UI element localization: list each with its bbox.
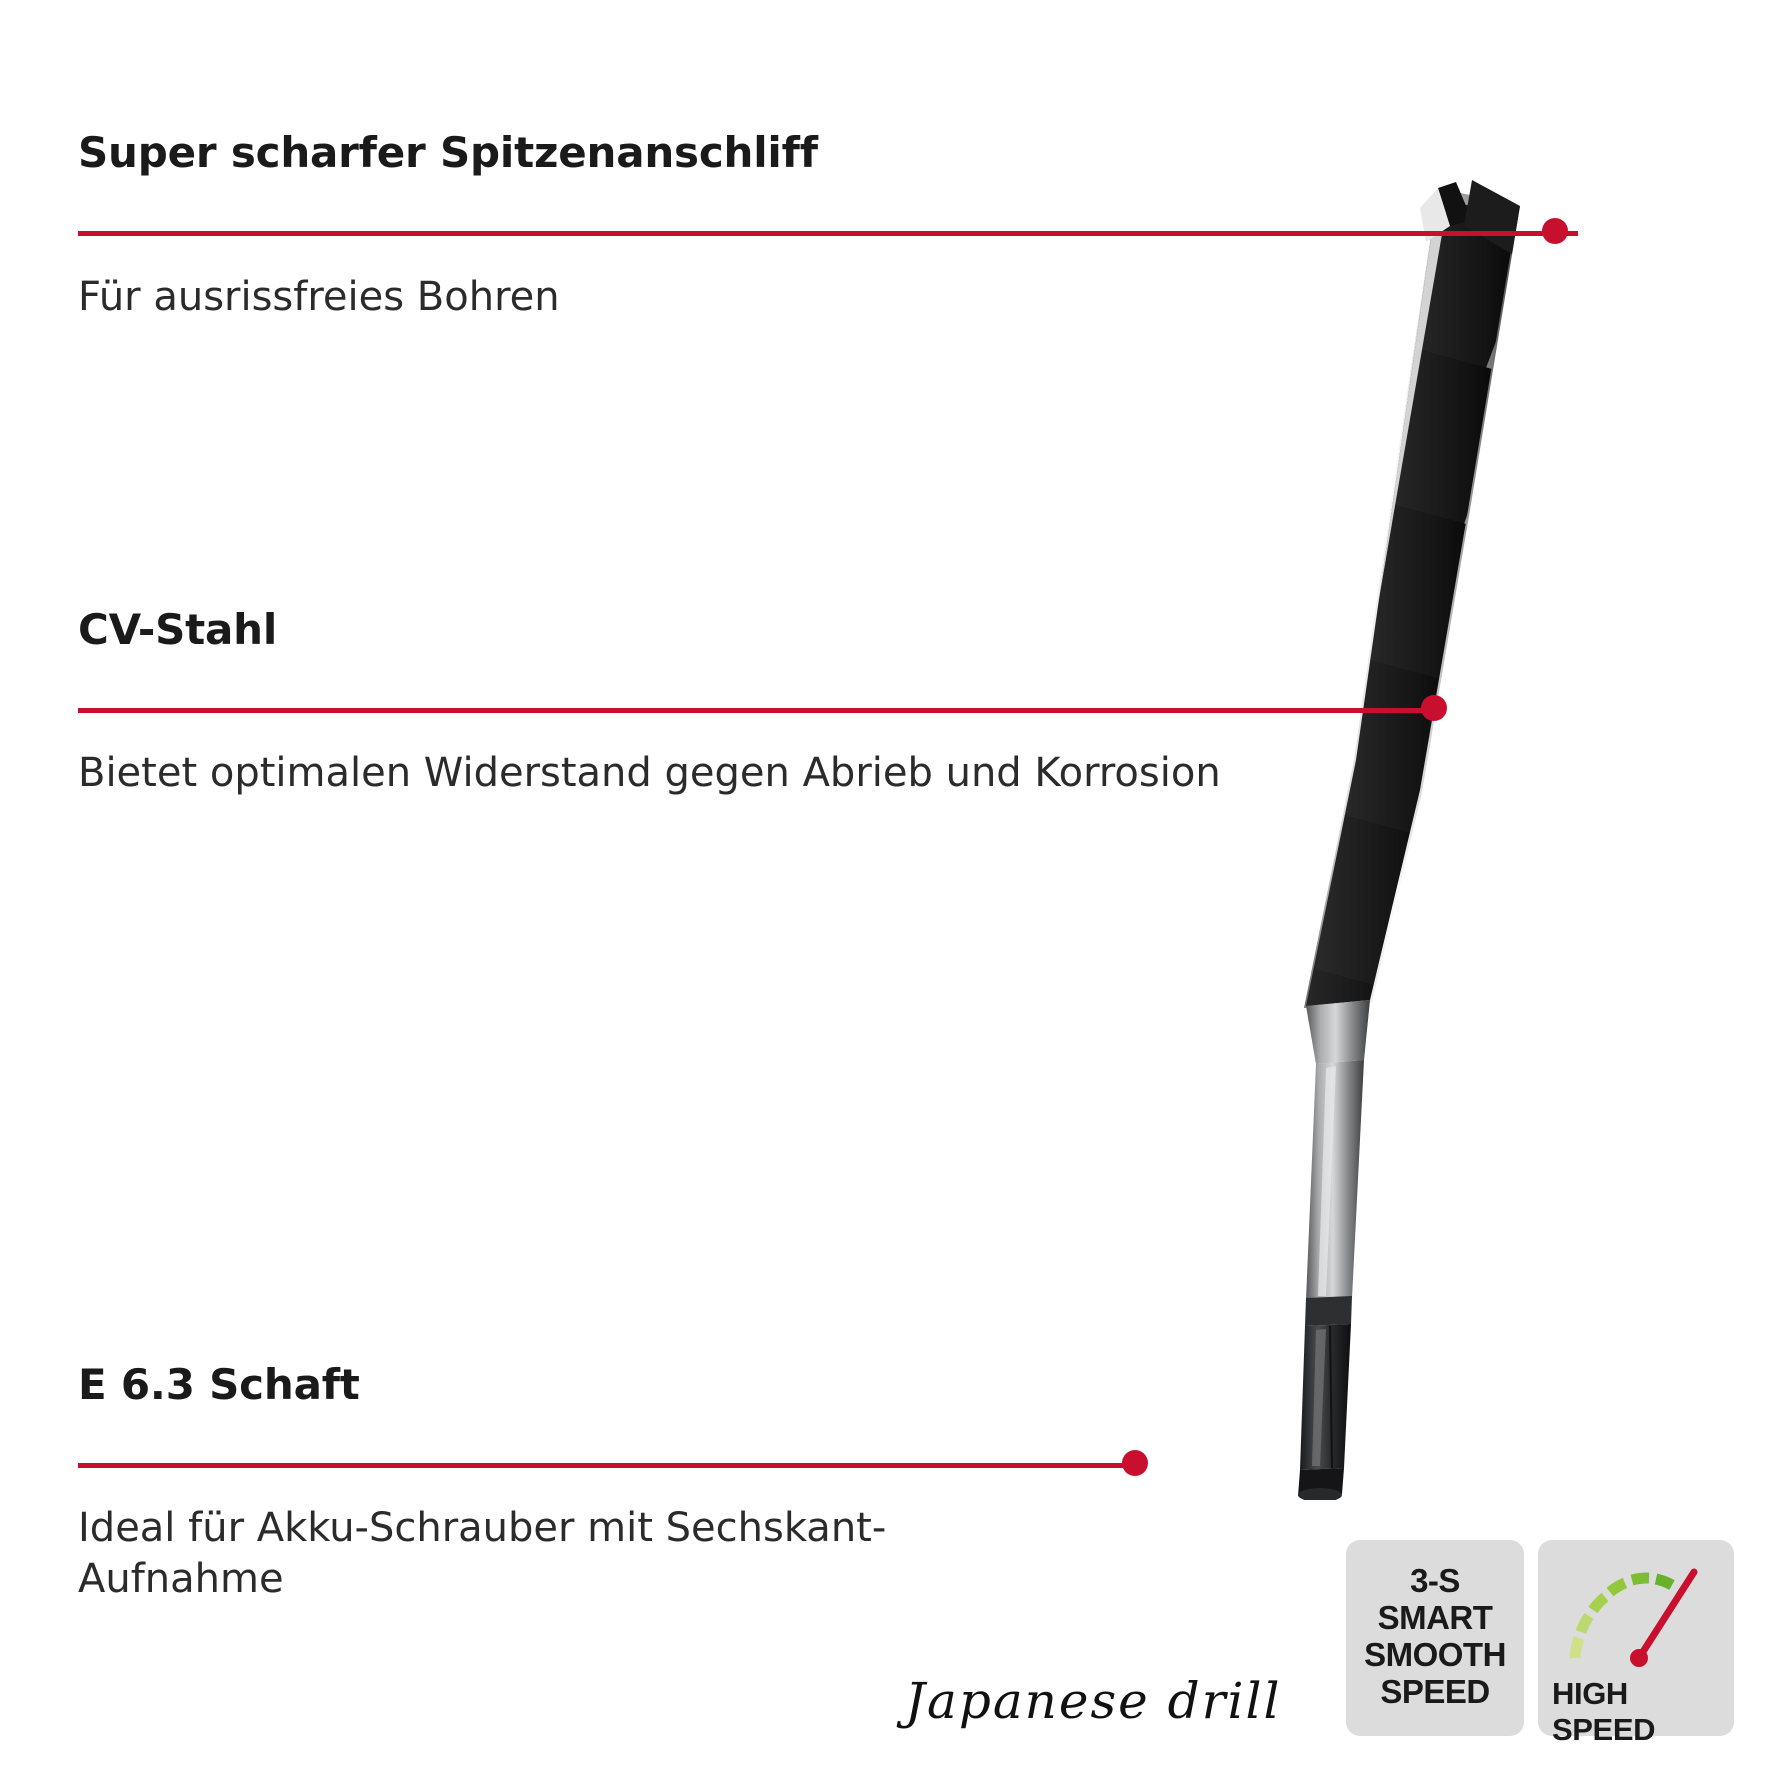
callout-2-rule xyxy=(78,708,1428,713)
badge-3s-line3: SMOOTH xyxy=(1364,1636,1506,1673)
drill-bit-illustration xyxy=(1120,180,1680,1500)
callout-1-rule xyxy=(78,231,1578,236)
callout-3 xyxy=(78,1360,360,1409)
callout-1-body: Für ausrissfreies Bohren xyxy=(78,274,560,320)
speed-gauge-icon xyxy=(1561,1554,1711,1676)
callout-3-dot xyxy=(1122,1450,1148,1476)
badge-high-speed-label: HIGH SPEED xyxy=(1552,1676,1656,1747)
callout-2-body: Bietet optimalen Widerstand gegen Abrieb und Korrosion xyxy=(78,750,1221,796)
brand-wordmark: Japanese drill xyxy=(905,1672,1282,1730)
callout-3-rule xyxy=(78,1463,1138,1468)
badge-group xyxy=(1346,1540,1734,1747)
badge-3s-line2: SMART xyxy=(1377,1599,1493,1637)
callout-3-body: Ideal für Akku-Schrauber mit Sechskant-Aufnahme xyxy=(78,1505,887,1603)
callout-1-title: Super scharfer Spitzenanschliff xyxy=(78,128,818,177)
badge-3s-line1: 3-S xyxy=(1410,1562,1460,1600)
badge-3s-smart-smooth-speed xyxy=(1346,1540,1524,1736)
callout-1 xyxy=(78,128,818,177)
badge-3s-line4: SPEED xyxy=(1380,1672,1490,1710)
callout-2-dot xyxy=(1421,695,1447,721)
callout-1-dot xyxy=(1542,218,1568,244)
callout-3-title: E 6.3 Schaft xyxy=(78,1360,360,1409)
callout-2-title: CV-Stahl xyxy=(78,605,278,654)
badge-high-speed xyxy=(1538,1540,1734,1747)
callout-2 xyxy=(78,605,277,654)
